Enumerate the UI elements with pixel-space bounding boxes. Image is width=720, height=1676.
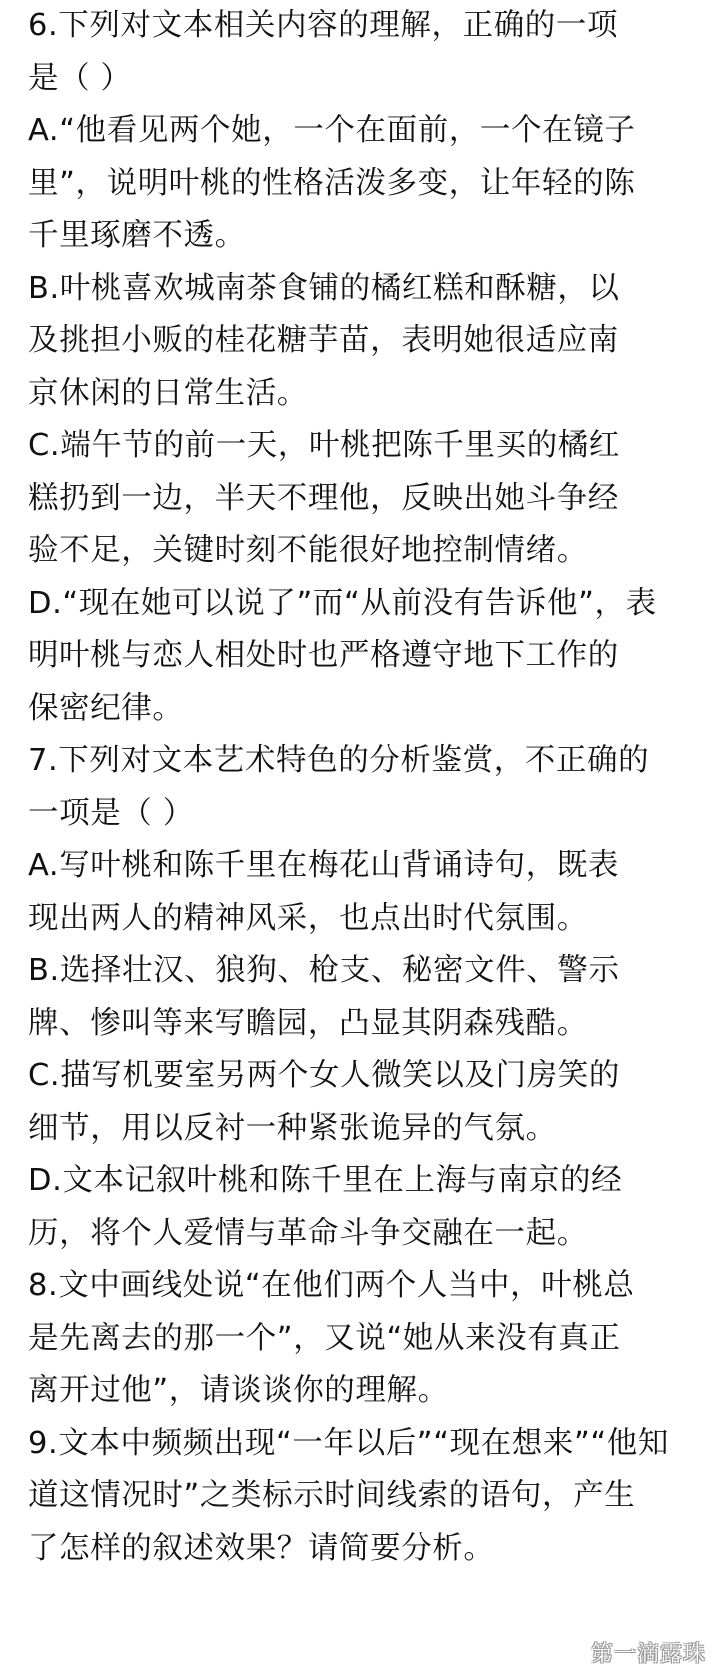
q7-option-d-line-1: D.文本记叙叶桃和陈千里在上海与南京的经: [28, 1163, 623, 1198]
q6-option-c-line-3: 验不足，关键时刻不能很好地控制情绪。: [28, 533, 588, 568]
q7-option-c-line-1: C.描写机要室另两个女人微笑以及门房笑的: [28, 1058, 620, 1093]
q7-option-d-line-2: 历，将个人爱情与革命斗争交融在一起。: [28, 1215, 588, 1251]
q6-option-b-line-2: 及挑担小贩的桂花糖芋苗，表明她很适应南: [28, 323, 619, 358]
q6-option-b-line-3: 京休闲的日常生活。: [28, 375, 308, 411]
q7-option-b-line-1: B.选择壮汉、狼狗、枪支、秘密文件、警示: [28, 953, 620, 988]
question-text-block: [28, 0, 698, 1575]
q9-line-2: 道这情况时”之类标示时间线索的语句，产生: [28, 1478, 636, 1513]
q6-option-d-line-2: 明叶桃与恋人相处时也严格遵守地下工作的: [28, 638, 619, 673]
q8-line-1: 8.文中画线处说“在他们两个人当中，叶桃总: [28, 1268, 635, 1303]
q8-line-3: 离开过他”，请谈谈你的理解。: [28, 1373, 449, 1408]
q9-line-1: 9.文本中频频出现“一年以后”“现在想来”“他知: [28, 1425, 670, 1461]
q7-option-a-line-1: A.写叶桃和陈千里在梅花山背诵诗句，既表: [28, 848, 620, 883]
q6-stem-line-2: 是（ ）: [28, 60, 132, 96]
q6-option-c-line-2: 糕扔到一边，半天不理他，反映出她斗争经: [28, 480, 619, 516]
q6-option-d-line-1: D.“现在她可以说了”而“从前没有告诉他”，表: [28, 585, 657, 621]
q7-option-b-line-2: 牌、惨叫等来写瞻园，凸显其阴森残酷。: [28, 1005, 588, 1041]
q6-option-a-line-3: 千里琢磨不透。: [28, 218, 246, 253]
q9-line-3: 了怎样的叙述效果？请简要分析。: [28, 1530, 495, 1566]
q8-line-2: 是先离去的那一个”，又说“她从来没有真正: [28, 1320, 621, 1356]
q7-stem-line-2: 一项是（ ）: [28, 795, 194, 831]
q6-option-a-line-1: A.“他看见两个她，一个在面前，一个在镜子: [28, 113, 636, 148]
q6-stem-line-1: 6.下列对文本相关内容的理解，正确的一项: [28, 8, 619, 43]
q7-option-c-line-2: 细节，用以反衬一种紧张诡异的气氛。: [28, 1110, 557, 1146]
q6-option-b-line-1: B.叶桃喜欢城南茶食铺的橘红糕和酥糖，以: [28, 270, 620, 306]
q6-option-c-line-1: C.端午节的前一天，叶桃把陈千里买的橘红: [28, 428, 620, 463]
watermark: 第一滴露珠: [590, 1642, 706, 1667]
q6-option-d-line-3: 保密纪律。: [28, 690, 184, 726]
q7-stem-line-1: 7.下列对文本艺术特色的分析鉴赏，不正确的: [28, 743, 650, 778]
q7-option-a-line-2: 现出两人的精神风采，也点出时代氛围。: [28, 900, 588, 936]
q6-option-a-line-2: 里”，说明叶桃的性格活泼多变，让年轻的陈: [28, 165, 636, 201]
